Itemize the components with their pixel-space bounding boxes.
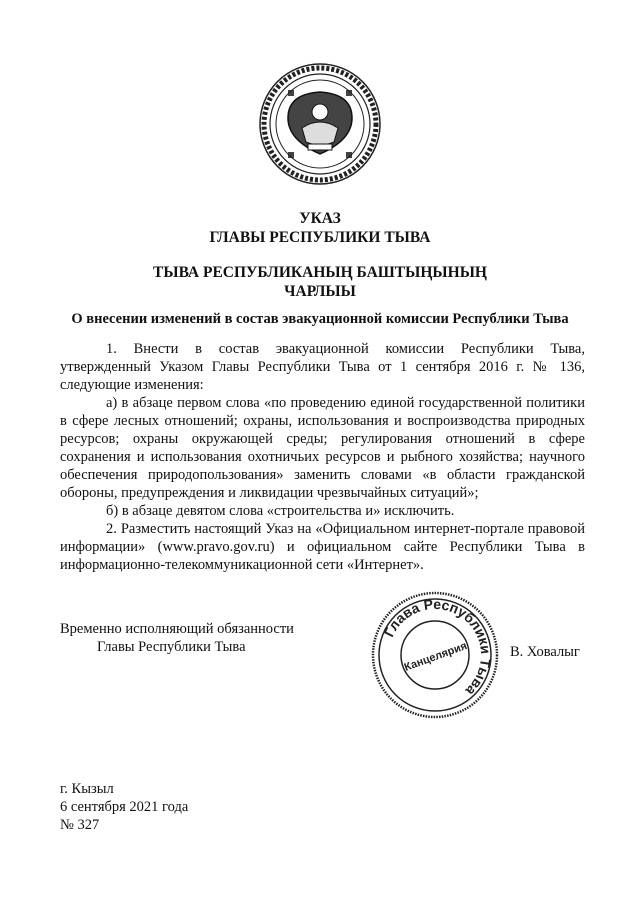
stamp-outer-text: Глава Республики Тыва [380,595,495,700]
decree-title-tyv-cont: ЧАРЛЫЫ [284,283,356,300]
paragraph-2: 2. Разместить настоящий Указ на «Официальном интернет-портале правовой информации» (www.pravo.gov.ru) и официальном сайте Республики Тыва в информационно-телекоммуникационной сети «Интернет». [60,521,585,573]
decree-footer [60,780,188,834]
paragraph-1a: а) в абзаце первом слова «по проведению единой государственной политики в сфере лесных отношений; охраны, использования и воспроизводства природных ресурсов; охраны окружающей среды; регулирования отношений в сфере сохранения и использования охотничьих ресурсов и рыбного хозяйства; научного обеспечения природопользования» заменить словами «в области гражданской обороны, предупреждения и ликвидации чрезвычайных ситуаций»; [60,395,585,501]
paragraph-1: 1. Внести в состав эвакуационной комиссии Республики Тыва, утвержденный Указом Главы Республики Тыва от 1 сентября 2016 г. № 136, следующие изменения: [60,341,585,393]
decree-subject: О внесении изменений в состав эвакуационной комиссии Республики Тыва [71,311,569,327]
paragraph-1b: б) в абзаце девятом слова «строительства и» исключить. [106,503,455,519]
decree-date: 6 сентября 2021 года [60,799,189,815]
official-stamp-icon [370,590,500,720]
signatory-position-line1: Временно исполняющий обязанности [60,621,294,637]
svg-text:Глава Республики Тыва [380,596,494,699]
stamp-inner-text: Канцелярия [402,639,469,674]
decree-title: УКАЗ [299,210,341,227]
emblem-icon [258,62,382,186]
signatory-name: В. Ховалыг [510,644,580,660]
signatory-position [60,620,294,656]
decree-issuer: ГЛАВЫ РЕСПУБЛИКИ ТЫВА [209,229,431,246]
decree-city: г. Кызыл [60,781,114,797]
decree-body [60,340,585,574]
decree-title-tyv: ТЫВА РЕСПУБЛИКАНЫҢ БАШТЫҢЫНЫҢ [153,264,487,281]
decree-number: № 327 [60,817,100,833]
signatory-position-line2: Главы Республики Тыва [97,639,246,655]
